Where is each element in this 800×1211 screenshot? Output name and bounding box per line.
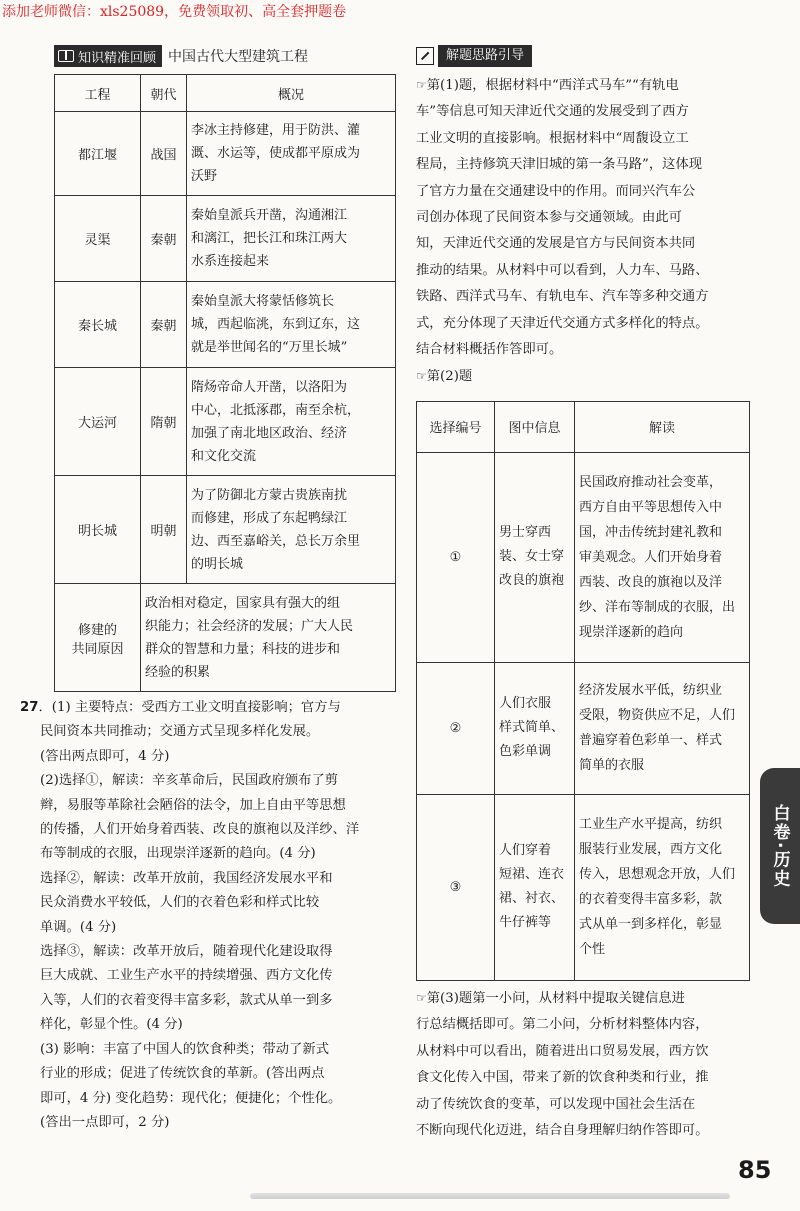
choice-number: ③: [417, 794, 495, 980]
guide-line: 从材料中可以看出，随着进出口贸易发展，西方饮: [416, 1043, 709, 1059]
clothing-analysis-table: [416, 401, 750, 981]
interpretation: 民国政府推动社会变革， 西方自由平等思想传入中 国，冲击传统封建礼教和 审美观念。人们开始身着 西装、改良的旗袍以及洋 纱、洋布等制成的衣服，出 现崇洋逐新的趋向: [575, 452, 750, 662]
question-number: 27: [20, 700, 39, 715]
answer-line: ．(1) 主要特点：受西方工业文明直接影响；官方与: [38, 700, 341, 715]
choice-number: ②: [417, 662, 495, 794]
answer-line: 选择③，解读：改革开放后，随着现代化建设取得: [40, 944, 333, 960]
answer-line: 民间资本共同推动；交通方式呈现多样化发展。: [40, 724, 320, 740]
table-row: [55, 368, 396, 476]
interpretation: 经济发展水平低，纺织业 受限，物资供应不足，人们 普遍穿着色彩单一、样式 简单的衣服: [575, 662, 750, 794]
project-dynasty: 秦朝: [141, 282, 187, 368]
book-icon: [58, 50, 74, 62]
answer-line: (答出两点即可，4 分): [40, 748, 170, 764]
guide-question-2-label: 第(2)题: [426, 369, 473, 385]
project-desc: 李冰主持修建，用于防洪、灌 溉、水运等，使成都平原成为 沃野: [187, 112, 396, 196]
right-column: [416, 44, 774, 1144]
guide-line: 车”等信息可知天津近代交通的发展受到了西方: [416, 104, 689, 120]
pointing-hand-icon: ☞: [416, 78, 427, 92]
pointing-hand-icon: ☞: [416, 990, 427, 1005]
guide-line: 司创办体现了民间资本参与交通领域。由此可: [416, 210, 682, 226]
answer-line: 辫，易服等革除社会陋俗的法令，加上自由平等思想: [40, 797, 346, 813]
guide-question-3: ☞第(3)题第一小问，从材料中提取关键信息进 行总结概括即可。第二小问，分析材料整体内容， 从材料中可以看出，随着进出口贸易发展，西方饮 食文化传入中国，带来了新的饮食种类和行业，推 动了传统饮食的变革，可以发现中国社会生活在 不断向现代化迈进，结合自身理解归纳作答即可。: [416, 985, 774, 1144]
answer-line: 的传播，人们开始身着西装、改良的旗袍以及洋纱、洋: [40, 822, 360, 838]
answer-line: 巨大成就、工业生产水平的持续增强、西方文化传: [40, 968, 333, 984]
interpretation: 工业生产水平提高，纺织 服装行业发展，西方文化 传入，思想观念开放，人们 的衣着变得丰富多彩，款 式从单一到多样化，彰显 个性: [575, 794, 750, 980]
knowledge-review-badge: [54, 45, 162, 67]
picture-info: 人们衣服 样式简单、 色彩单调: [495, 662, 575, 794]
knowledge-review-header: [54, 44, 394, 68]
answer-line: 行业的形成；促进了传统饮食的革新。(答出两点: [40, 1066, 325, 1082]
header-dynasty: 朝代: [141, 75, 187, 112]
construction-table: [54, 74, 396, 692]
table-header-row: [55, 75, 396, 112]
answer-line: 布等制成的衣服，出现崇洋逐新的趋向。(4 分): [40, 846, 316, 862]
answer-line: (2)选择①，解读：辛亥革命后，民国政府颁布了剪: [40, 773, 339, 789]
answer-27: [22, 696, 394, 1135]
guide-line: 工业文明的直接影响。根据材料中“周馥设立工: [416, 130, 689, 146]
guide-line: 知，天津近代交通的发展是官方与民间资本共同: [416, 236, 696, 252]
answer-line: 入等，人们的衣着变得丰富多彩，款式从单一到多: [40, 992, 333, 1008]
project-desc: 隋炀帝命人开凿，以洛阳为 中心，北抵涿郡，南至余杭， 加强了南北地区政治、经济 和文化交流: [187, 368, 396, 476]
header-project: 工程: [55, 75, 141, 112]
guide-line: 式，充分体现了天津近代交通方式多样化的特点。: [416, 315, 709, 331]
guide-line: 结合材料概括作答即可。: [416, 342, 563, 358]
table-row: [417, 662, 750, 794]
answer-line: (3) 影响：丰富了中国人的饮食种类；带动了新式: [40, 1041, 329, 1057]
project-desc: 秦始皇派大将蒙恬修筑长 城，西起临洮，东到辽东，这 就是举世闻名的“万里长城”: [187, 282, 396, 368]
solution-guide-header: [416, 44, 774, 68]
guide-line: 了官方力量在交通建设中的作用。而同兴汽车公: [416, 183, 696, 199]
guide-line: 食文化传入中国，带来了新的饮食种类和行业，推: [416, 1070, 709, 1086]
choice-number: ①: [417, 452, 495, 662]
project-dynasty: 战国: [141, 112, 187, 196]
guide-line: 铁路、西洋式马车、有轨电车、汽车等多种交通方: [416, 289, 709, 305]
answer-line: 选择②，解读：改革开放前，我国经济发展水平和: [40, 870, 333, 886]
picture-info: 人们穿着 短裙、连衣 裙、衬衣、 牛仔裤等: [495, 794, 575, 980]
table-row-common-reason: [55, 584, 396, 692]
page-number: 85: [738, 1156, 772, 1184]
table-row: [55, 196, 396, 282]
table-row: [417, 794, 750, 980]
answer-line: (答出一点即可，2 分): [40, 1114, 170, 1130]
knowledge-review-badge-label: 知识精准回顾: [78, 50, 157, 66]
project-name: 都江堰: [55, 112, 141, 196]
table-header-row: [417, 401, 750, 452]
answer-line: 民众消费水平较低，人们的衣着色彩和样式比较: [40, 895, 320, 911]
project-dynasty: 隋朝: [141, 368, 187, 476]
page-bottom-shadow: [250, 1193, 730, 1199]
table-row: [55, 282, 396, 368]
table-row: [417, 452, 750, 662]
project-desc: 秦始皇派兵开凿，沟通湘江 和漓江，把长江和珠江两大 水系连接起来: [187, 196, 396, 282]
picture-info: 男士穿西 装、女士穿 改良的旗袍: [495, 452, 575, 662]
knowledge-review-title: 中国古代大型建筑工程: [168, 49, 309, 65]
guide-line: 动了传统饮食的变革，可以发现中国社会生活在: [416, 1096, 696, 1112]
project-desc: 为了防御北方蒙古贵族南扰 而修建，形成了东起鸭绿江 边、西至嘉峪关，总长万余里 的明长城: [187, 476, 396, 584]
project-name: 明长城: [55, 476, 141, 584]
header-interpretation: 解读: [575, 401, 750, 452]
guide-line: 推动的结果。从材料中可以看到，人力车、马路、: [416, 262, 709, 278]
guide-line: 程局，主持修筑天津旧城的第一条马路”，这体现: [416, 157, 703, 173]
table-row: [55, 476, 396, 584]
side-tab: [760, 768, 800, 924]
table-row: [55, 112, 396, 196]
pointing-hand-icon: ☞: [416, 369, 427, 384]
project-dynasty: 明朝: [141, 476, 187, 584]
side-tab-label: 白卷·历史: [769, 803, 790, 889]
project-dynasty: 秦朝: [141, 196, 187, 282]
common-reason-label: 修建的 共同原因: [55, 584, 141, 692]
guide-question-1: ☞第(1)题，根据材料中“西洋式马车”“有轨电 车”等信息可知天津近代交通的发展受到了西方 工业文明的直接影响。根据材料中“周馥设立工 程局，主持修筑天津旧城的第一条马路”，这体现 了官方力量在交通建设中的作用。而同兴汽车公 司创办体现了民间资本参与交通领域。由此可 知，天津近代交通的发展是官方与民间资本共同 推动的结果。从材料中可以看到，人力车、马路、 铁路、西洋式马车、有轨电车、汽车等多种交通方 式，充分体现了天津近代交通方式多样化的特点。 结合材料概括作答即可。 ☞第(2)题: [416, 72, 774, 391]
header-choice: 选择编号: [417, 401, 495, 452]
project-name: 灵渠: [55, 196, 141, 282]
header-overview: 概况: [187, 75, 396, 112]
header-info: 图中信息: [495, 401, 575, 452]
answer-line: 单调。(4 分): [40, 919, 117, 935]
watermark-text: 添加老师微信：xls25089，免费领取初、高全套押题卷: [2, 4, 347, 20]
answer-line: 即可，4 分) 变化趋势：现代化；便捷化；个性化。: [40, 1090, 342, 1106]
solution-guide-badge: 解题思路引导: [438, 45, 532, 67]
left-column: [22, 44, 394, 1135]
guide-line: 行总结概括即可。第二小问，分析材料整体内容，: [416, 1017, 709, 1033]
project-name: 大运河: [55, 368, 141, 476]
answer-line: 样化，彰显个性。(4 分): [40, 1017, 183, 1033]
guide-line: 不断向现代化迈进，结合自身理解归纳作答即可。: [416, 1122, 709, 1138]
common-reason-desc: 政治相对稳定，国家具有强大的组 织能力；社会经济的发展；广大人民 群众的智慧和力量；科技的进步和 经验的积累: [141, 584, 396, 692]
project-name: 秦长城: [55, 282, 141, 368]
pencil-note-icon: [416, 47, 434, 65]
